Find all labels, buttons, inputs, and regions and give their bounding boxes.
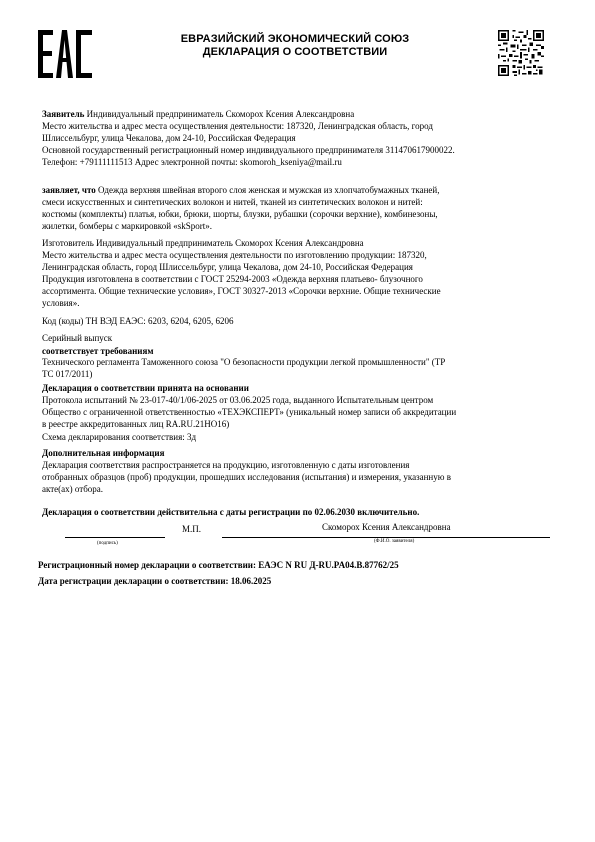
signature-line	[65, 537, 165, 538]
product-text-1: Одежда верхняя швейная второго слоя женская и мужская из хлопчатобумажных тканей,	[95, 185, 440, 195]
basis-scheme: Схема декларирования соответствия: 3д	[42, 432, 197, 442]
product-text-2: смеси искусственных и синтетических волокон и нитей, тканей из синтетических волокон и нитей:	[42, 197, 423, 207]
product-text-3: костюмы (комплекты) платья, юбки, брюки, шорты, блузки, рубашки (сорочки верхние), комбинезоны,	[42, 209, 438, 219]
header-declaration: ДЕКЛАРАЦИЯ О СООТВЕТСТВИИ	[202, 46, 388, 58]
manufacturer-line2: Место жительства и адрес места осуществления деятельности по изготовлению продукции: 187320,	[42, 250, 427, 260]
registration-date: Дата регистрации декларации о соответствии: 18.06.2025	[38, 576, 272, 586]
manufacturer-line5: ассортимента. Общие технические условия», ГОСТ 30327-2013 «Сорочки верхние. Общие технические	[42, 286, 441, 296]
additional-label: Дополнительная информация	[42, 448, 165, 458]
additional-line1: Декларация соответствия распространяется на продукцию, изготовленную с даты изготовления	[42, 460, 410, 470]
conformity-line2: ТС 017/2011)	[42, 369, 93, 379]
applicant-line1	[42, 109, 354, 120]
validity-statement: Декларация о соответствии действительна с даты регистрации по 02.06.2030 включительно.	[42, 507, 420, 517]
basis-line3: в реестре аккредитованных лиц RA.RU.21НО16)	[42, 419, 230, 429]
signature-caption: (подпись)	[97, 541, 118, 546]
product-text-4: жилетки, бомберы с маркировкой «skSport».	[42, 221, 213, 231]
manufacturer-line6: условия».	[42, 298, 80, 308]
basis-line1: Протокола испытаний № 23-017-40/1/06-2025 от 03.06.2025 года, выданного Испытательным центром	[42, 395, 434, 405]
header-union: ЕВРАЗИЙСКИЙ ЭКОНОМИЧЕСКИЙ СОЮЗ	[180, 33, 410, 45]
manufacturer-line1: Изготовитель Индивидуальный предприниматель Скоморох Ксения Александровна	[42, 238, 364, 248]
declares-line1	[42, 185, 439, 196]
name-caption: (Ф.И.О. заявителя)	[374, 539, 415, 544]
additional-line2: отобранных образцов (проб) продукции, прошедших исследования (испытания) и измерения, указанную в	[42, 472, 451, 482]
applicant-label: Заявитель	[42, 109, 85, 119]
conformity-line1: Технического регламента Таможенного союза "О безопасности продукции легкой промышленности" (ТР	[42, 357, 446, 367]
basis-label: Декларация о соответствии принята на основании	[42, 383, 249, 393]
applicant-full-name: Скоморох Ксения Александровна	[322, 522, 451, 532]
applicant-address-1: Место жительства и адрес места осуществления деятельности: 187320, Ленинградская область, город	[42, 121, 433, 131]
manufacturer-line3: Ленинградская область, город Шлиссельбург, улица Чекалова, дом 24-10, Российская Федерация	[42, 262, 413, 272]
applicant-name: Индивидуальный предприниматель Скоморох Ксения Александровна	[84, 109, 355, 119]
basis-line2: Общество с ограниченной ответственностью «ТЕХЭКСПЕРТ» (уникальный номер записи об аккредитации	[42, 407, 457, 417]
applicant-ogrnip: Основной государственный регистрационный номер индивидуального предпринимателя 311470617900022.	[42, 145, 455, 155]
declares-label: заявляет, что	[42, 185, 96, 195]
name-line	[222, 537, 550, 538]
registration-number: Регистрационный номер декларации о соответствии: ЕАЭС N RU Д-RU.PA04.B.87762/25	[38, 560, 399, 570]
applicant-address-2: Шлиссельбург, улица Чекалова, дом 24-10, Российская Федерация	[42, 133, 296, 143]
conformity-label: соответствует требованиям	[42, 346, 154, 356]
manufacturer-line4: Продукция изготовлена в соответствии с ГОСТ 25294-2003 «Одежда верхняя платьево- блузочного	[42, 274, 423, 284]
additional-line3: акте(ах) отбора.	[42, 484, 104, 494]
qr-code-icon	[498, 30, 544, 76]
eac-logo	[38, 30, 92, 78]
tnved-codes: Код (коды) ТН ВЭД ЕАЭС: 6203, 6204, 6205, 6206	[42, 316, 234, 326]
serial-release: Серийный выпуск	[42, 333, 113, 343]
applicant-contacts: Телефон: +79111111513 Адрес электронной почты: skomoroh_kseniya@mail.ru	[42, 157, 342, 167]
stamp-placeholder: М.П.	[182, 524, 202, 534]
